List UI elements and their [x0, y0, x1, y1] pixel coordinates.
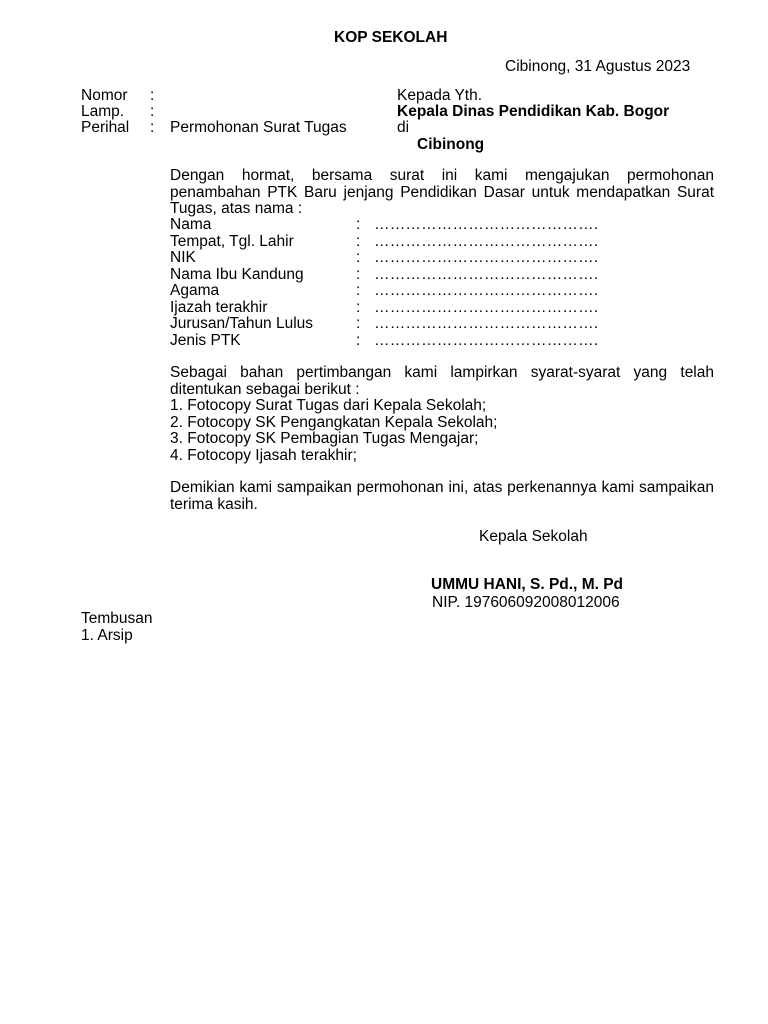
intro-paragraph: Dengan hormat, bersama surat ini kami mengajukan permohonan penambahan PTK Baru jenjang Pendidikan Dasar untuk mendapatkan Surat Tugas, atas nama :	[170, 167, 714, 217]
field-value: …………………………………….	[374, 216, 599, 233]
field-colon: :	[356, 282, 361, 299]
field-value: …………………………………….	[374, 331, 599, 349]
field-value: …………………………………….	[374, 315, 599, 332]
field-value: …………………………………….	[374, 298, 599, 316]
perihal-label: Perihal	[81, 119, 130, 136]
list-item: 2. Fotocopy SK Pengangkatan Kepala Sekolah;	[170, 413, 498, 431]
field-colon: :	[356, 249, 361, 266]
perihal-colon: :	[150, 119, 155, 136]
field-colon: :	[356, 315, 361, 332]
nomor-colon: :	[150, 87, 155, 104]
field-colon: :	[356, 265, 361, 283]
recipient-name: Kepala Dinas Pendidikan Kab. Bogor	[397, 103, 670, 120]
field-label: Jurusan/Tahun Lulus	[170, 315, 314, 332]
perihal-value: Permohonan Surat Tugas	[170, 119, 347, 136]
field-value: …………………………………….	[374, 232, 599, 250]
signatory-name: UMMU HANI, S. Pd., M. Pd	[431, 576, 624, 593]
lamp-colon: :	[150, 103, 155, 120]
field-label: Ijazah terakhir	[170, 298, 268, 316]
field-colon: :	[356, 331, 361, 349]
field-label: Agama	[170, 282, 220, 299]
cc-label: Tembusan	[81, 610, 153, 627]
lamp-label: Lamp.	[81, 103, 125, 120]
field-label: Jenis PTK	[170, 331, 241, 349]
list-item: 3. Fotocopy SK Pembagian Tugas Mengajar;	[170, 430, 479, 447]
signature-position: Kepala Sekolah	[479, 528, 588, 545]
field-value: …………………………………….	[374, 265, 599, 283]
field-value: …………………………………….	[374, 282, 599, 299]
place-date: Cibinong, 31 Agustus 2023	[505, 58, 691, 75]
letterhead-title: KOP SEKOLAH	[334, 29, 448, 46]
field-colon: :	[356, 216, 361, 233]
nomor-label: Nomor	[81, 87, 128, 104]
recipient-di: di	[397, 119, 410, 136]
field-label: Nama	[170, 216, 212, 233]
list-item: 1. Fotocopy Surat Tugas dari Kepala Sekolah;	[170, 397, 487, 414]
recipient-greeting: Kepada Yth.	[397, 87, 483, 104]
recipient-city: Cibinong	[417, 136, 485, 153]
cc-item: 1. Arsip	[81, 627, 133, 644]
field-colon: :	[356, 232, 361, 250]
list-item: 4. Fotocopy Ijasah terakhir;	[170, 446, 357, 464]
field-label: NIK	[170, 249, 196, 266]
field-label: Tempat, Tgl. Lahir	[170, 232, 294, 250]
consideration-paragraph: Sebagai bahan pertimbangan kami lampirkan syarat-syarat yang telah ditentukan sebagai berikut :	[170, 364, 714, 398]
closing-paragraph: Demikian kami sampaikan permohonan ini, atas perkenannya kami sampaikan terima kasih.	[170, 479, 714, 513]
field-label: Nama Ibu Kandung	[170, 265, 304, 283]
signatory-nip: NIP. 197606092008012006	[432, 594, 620, 611]
field-value: …………………………………….	[374, 249, 599, 266]
field-colon: :	[356, 298, 361, 316]
